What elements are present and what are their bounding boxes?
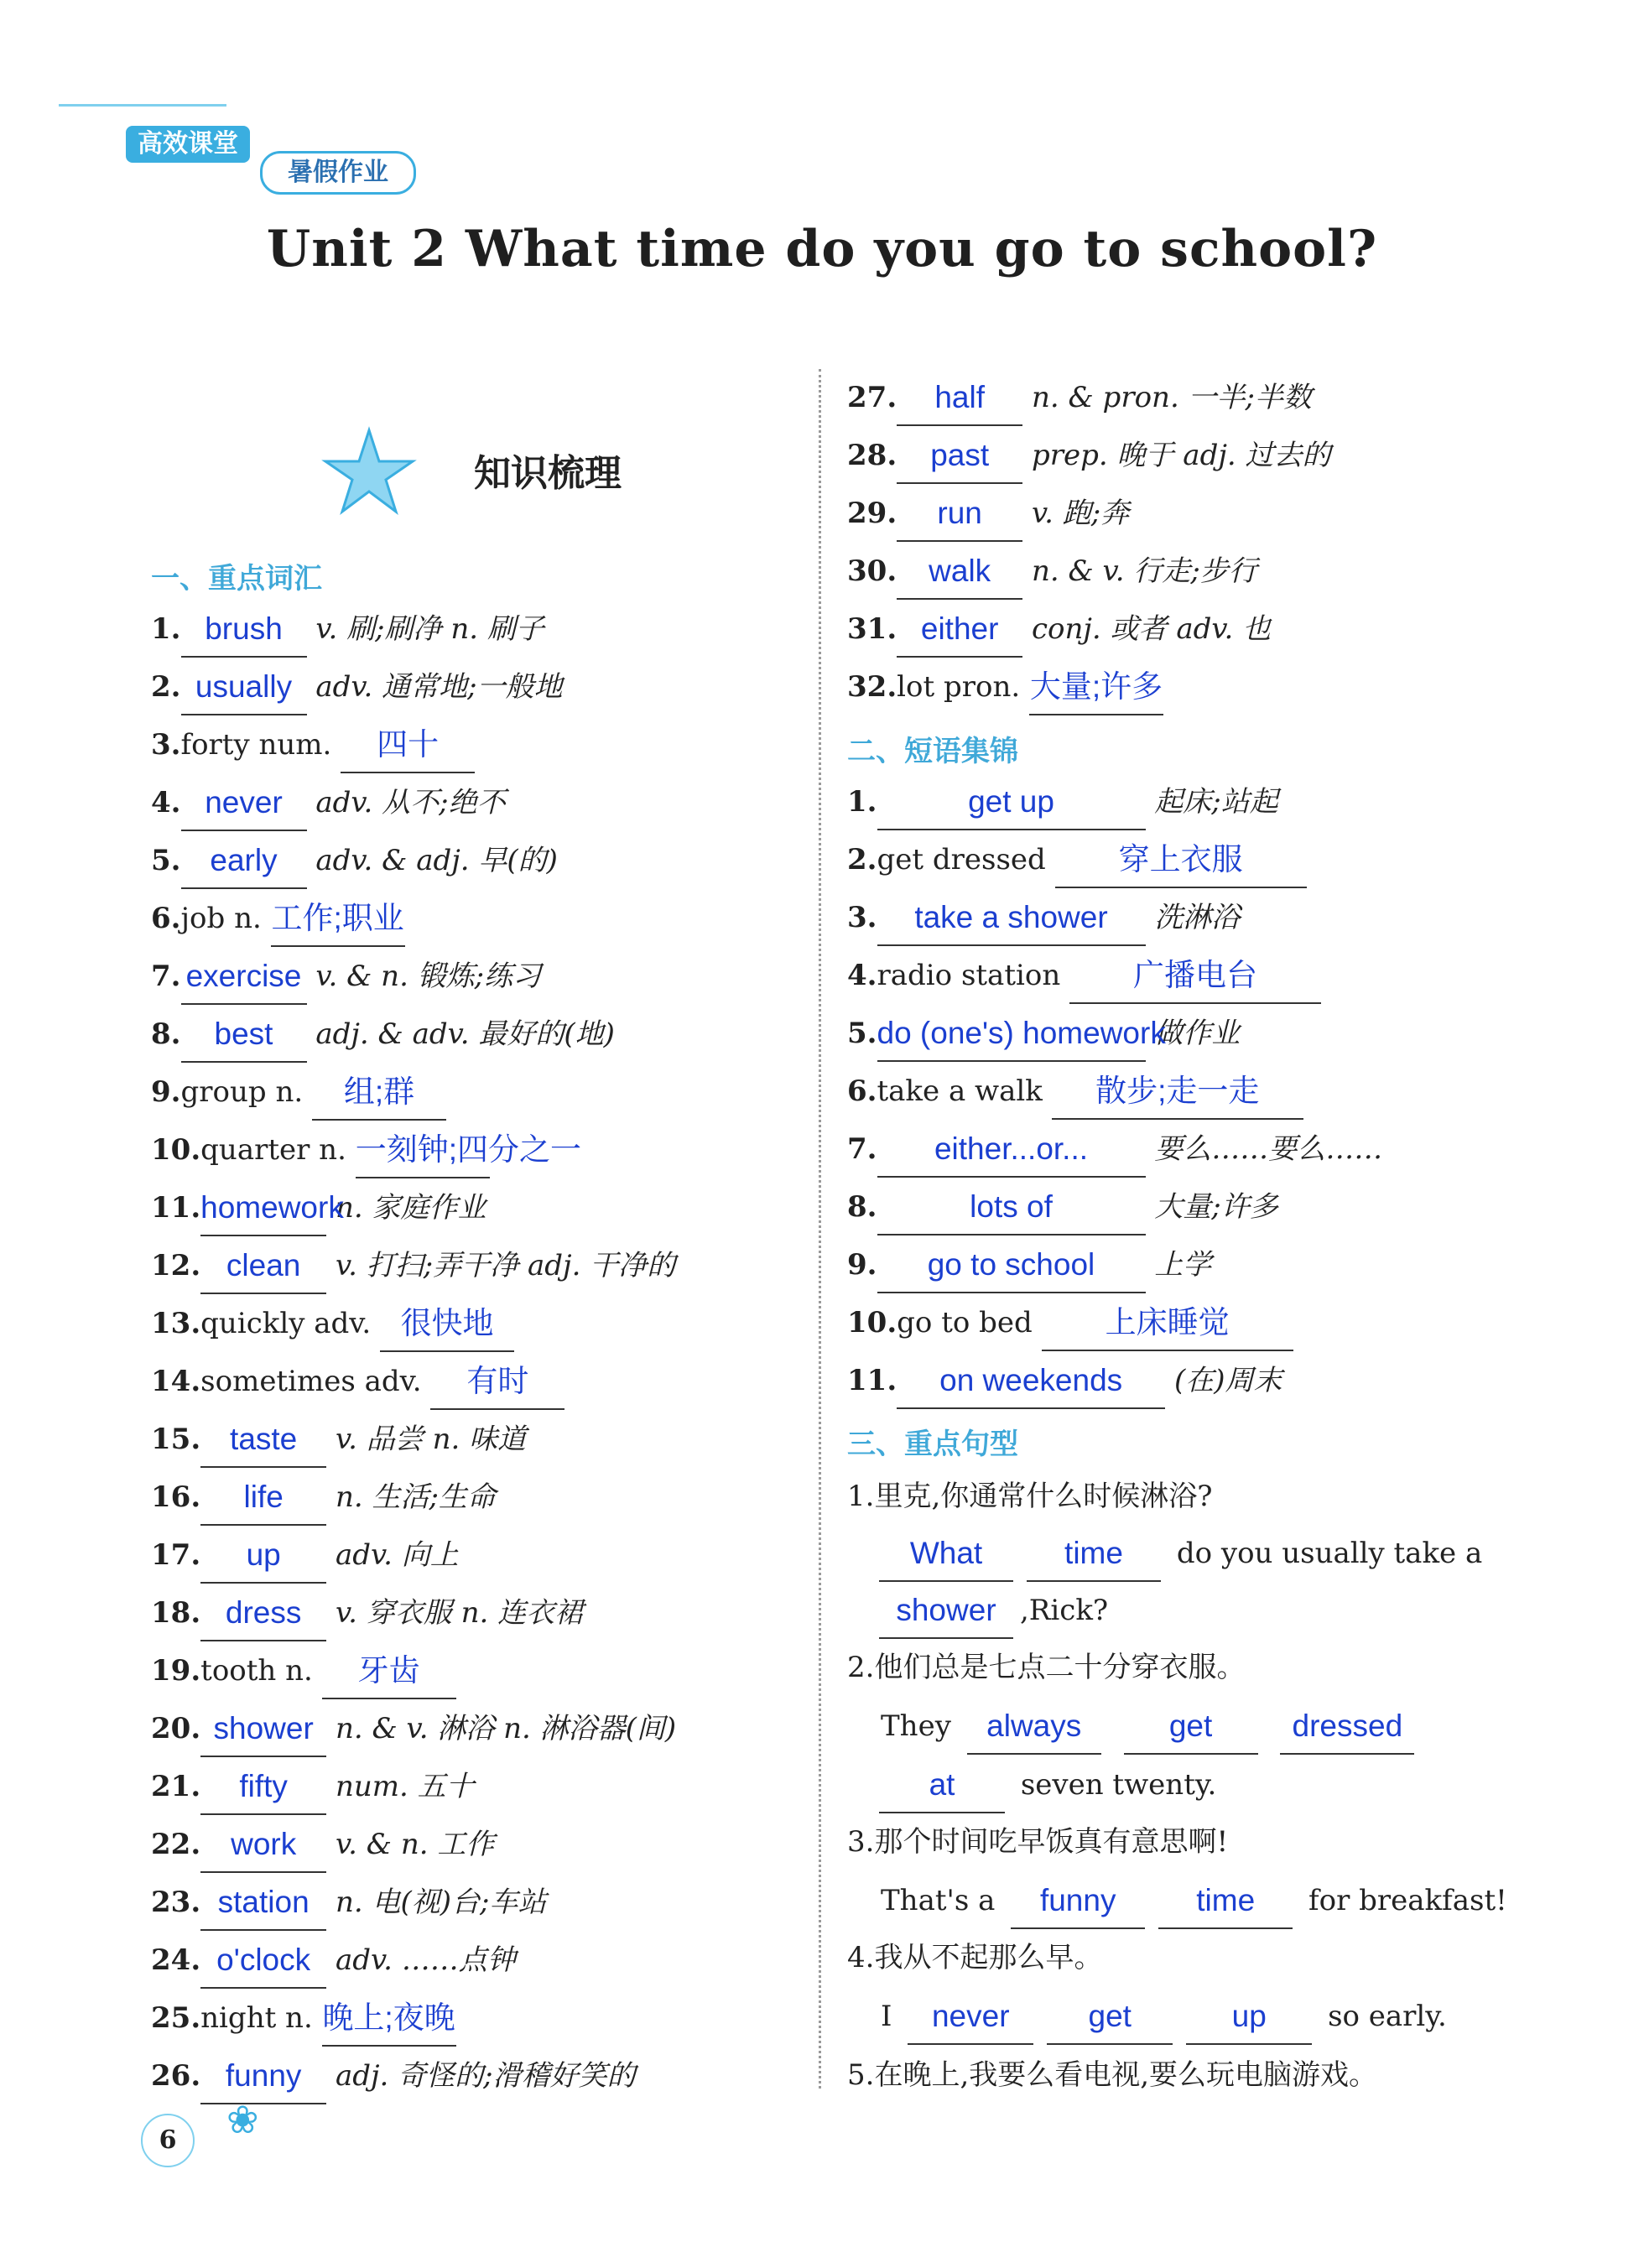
item-number: 30.: [847, 554, 897, 588]
item-prompt: group n.: [180, 1075, 304, 1109]
handwritten-answer: take a shower: [914, 900, 1108, 934]
item-number: 23.: [151, 1886, 201, 1919]
item-number: 21.: [151, 1770, 201, 1803]
handwritten-answer: at: [929, 1767, 955, 1802]
sentence-line: [872, 1582, 1108, 1639]
handwritten-answer: work: [231, 1827, 297, 1861]
exercise-row: [151, 832, 558, 889]
item-definition: n. 生活;生命: [335, 1480, 496, 1514]
handwritten-answer: 牙齿: [357, 1653, 420, 1688]
exercise-row: [847, 543, 1257, 600]
exercise-row: [151, 1816, 494, 1873]
answer-blank[interactable]: [200, 1424, 326, 1468]
handwritten-answer: 大量;许多: [1029, 669, 1163, 704]
exercise-row: [847, 1005, 1240, 1062]
exercise-row: [847, 1178, 1278, 1235]
handwritten-answer: never: [931, 1999, 1010, 2033]
answer-blank[interactable]: [897, 1365, 1165, 1409]
handwritten-answer: 晚上;夜晚: [322, 2000, 455, 2035]
answer-blank[interactable]: [877, 1247, 1146, 1293]
item-prompt: take a walk: [877, 1074, 1043, 1108]
handwritten-answer: life: [243, 1480, 284, 1514]
answer-blank[interactable]: [181, 611, 307, 658]
item-definition: n. 电(视)台;车站: [335, 1886, 547, 1919]
item-number: 9.: [847, 1248, 877, 1282]
item-number: 12.: [151, 1249, 201, 1282]
item-definition: 上学: [1154, 1248, 1212, 1282]
handwritten-answer: walk: [929, 554, 991, 588]
item-prompt: tooth n.: [200, 1654, 313, 1688]
sentence-prompt: 2.他们总是七点二十分穿衣服。: [847, 1651, 1246, 1684]
phrases-heading: 二、短语集锦: [847, 735, 1018, 768]
item-prompt: quarter n.: [200, 1133, 346, 1167]
item-definition: adv. 通常地;一般地: [315, 670, 563, 704]
item-number: 14.: [151, 1365, 201, 1398]
answer-blank[interactable]: [181, 669, 307, 715]
answer-blank[interactable]: [1047, 2001, 1173, 2045]
answer-blank[interactable]: [879, 1595, 1013, 1639]
handwritten-answer: get: [1088, 1999, 1132, 2033]
item-definition: v. 打扫;弄干净 adj. 干净的: [335, 1249, 676, 1282]
handwritten-answer: best: [214, 1017, 273, 1051]
item-number: 7.: [151, 960, 181, 993]
item-prompt: go to bed: [897, 1306, 1033, 1339]
answer-blank[interactable]: [200, 1248, 326, 1294]
exercise-row: [847, 601, 1271, 658]
item-prompt: forty num.: [180, 728, 332, 762]
item-number: 29.: [847, 497, 897, 530]
handwritten-answer: up: [246, 1537, 281, 1572]
answer-blank[interactable]: [200, 1945, 326, 1989]
exercise-row: [847, 485, 1129, 542]
sentence-prompt: 3.那个时间吃早饭真有意思啊!: [847, 1825, 1229, 1859]
handwritten-answer: 上床睡觉: [1105, 1305, 1230, 1339]
item-number: 20.: [151, 1712, 201, 1745]
exercise-row: [151, 948, 541, 1005]
item-definition: v. 跑;奔: [1031, 497, 1130, 530]
answer-blank[interactable]: [200, 1482, 326, 1526]
item-number: 22.: [151, 1828, 201, 1861]
answer-blank[interactable]: [1186, 2001, 1312, 2045]
exercise-row: [847, 773, 1278, 830]
exercise-row: [151, 2047, 636, 2104]
answer-blank[interactable]: [1124, 1711, 1258, 1755]
exercise-row: [151, 1700, 676, 1757]
exercise-row: [151, 1932, 516, 1989]
answer-blank[interactable]: [877, 1131, 1146, 1178]
item-definition: prep. 晚于 adj. 过去的: [1031, 439, 1331, 472]
answer-blank[interactable]: [200, 1711, 326, 1757]
handwritten-answer: get up: [968, 784, 1054, 819]
item-number: 1.: [847, 785, 877, 819]
exercise-row: [847, 831, 1307, 888]
sentence-line: [881, 1988, 1447, 2045]
item-number: 27.: [847, 381, 897, 414]
item-definition: n. & v. 淋浴 n. 淋浴器(间): [335, 1712, 677, 1745]
sentence-text: do you usually take a: [1176, 1537, 1483, 1570]
sentence-prompt: 4.我从不起那么早。: [847, 1941, 1103, 1974]
item-number: 31.: [847, 612, 897, 646]
handwritten-answer: 有时: [466, 1364, 529, 1398]
sentence-line: [881, 1872, 1507, 1929]
item-prompt: job n.: [180, 902, 262, 935]
item-number: 26.: [151, 2059, 201, 2093]
exercise-row: [151, 1990, 456, 2047]
answer-blank[interactable]: [877, 1016, 1166, 1062]
answer-blank[interactable]: [181, 845, 307, 889]
exercise-row: [151, 1411, 526, 1468]
item-definition: adj. & adv. 最好的(地): [315, 1017, 615, 1051]
exercise-row: [151, 774, 506, 831]
item-definition: v. & n. 锻炼;练习: [315, 960, 542, 993]
item-definition: 大量;许多: [1154, 1190, 1278, 1224]
item-number: 3.: [847, 901, 877, 934]
sentence-text: They: [881, 1709, 951, 1743]
exercise-row: [151, 1758, 475, 1815]
answer-blank[interactable]: [1069, 960, 1321, 1004]
item-number: 5.: [151, 844, 181, 877]
handwritten-answer: station: [217, 1885, 310, 1919]
answer-blank[interactable]: [271, 903, 405, 947]
item-number: 5.: [847, 1017, 877, 1050]
exercise-row: [847, 658, 1163, 715]
item-prompt: quickly adv.: [200, 1307, 372, 1340]
item-definition: 洗淋浴: [1154, 901, 1241, 934]
item-number: 6.: [151, 902, 181, 935]
item-definition: conj. 或者 adv. 也: [1031, 612, 1272, 646]
section-header: [319, 426, 654, 510]
item-number: 25.: [151, 2001, 201, 2035]
item-number: 4.: [847, 959, 877, 992]
item-number: 2.: [151, 670, 181, 704]
answer-blank[interactable]: [1027, 1538, 1161, 1582]
handwritten-answer: 广播电台: [1133, 958, 1258, 992]
handwritten-answer: shower: [896, 1593, 996, 1627]
item-number: 16.: [151, 1480, 201, 1514]
answer-blank[interactable]: [908, 2001, 1033, 2045]
handwritten-answer: 四十: [377, 727, 440, 762]
page-number: 6: [141, 2114, 195, 2167]
answer-blank[interactable]: [879, 1767, 1005, 1813]
sentence-line: [881, 1698, 1421, 1755]
item-definition: n. & pron. 一半;半数: [1031, 381, 1313, 414]
sentence-text: That's a: [881, 1884, 996, 1917]
answer-blank[interactable]: [380, 1308, 514, 1352]
exercise-row: [151, 1121, 581, 1178]
handwritten-answer: taste: [230, 1422, 298, 1456]
exercise-row: [847, 1236, 1211, 1293]
item-number: 1.: [151, 612, 181, 646]
answer-blank[interactable]: [200, 1887, 326, 1931]
answer-blank[interactable]: [200, 1829, 326, 1873]
handwritten-answer: dress: [225, 1595, 302, 1630]
handwritten-answer: funny: [1039, 1883, 1116, 1917]
item-definition: n. 家庭作业: [335, 1191, 486, 1225]
handwritten-answer: 工作;职业: [271, 901, 404, 935]
sentence-line: [847, 1813, 1228, 1870]
unit-title: Unit 2 What time do you go to school?: [266, 220, 1378, 278]
answer-blank[interactable]: [1055, 842, 1307, 888]
answer-blank[interactable]: [1052, 1076, 1303, 1120]
item-definition: v. 穿衣服 n. 连衣裙: [335, 1596, 584, 1630]
item-number: 17.: [151, 1538, 201, 1572]
handwritten-answer: early: [210, 843, 278, 877]
handwritten-answer: brush: [205, 611, 283, 646]
exercise-row: [847, 1352, 1282, 1409]
exercise-row: [847, 1294, 1293, 1351]
sentence-line: [872, 1525, 1482, 1582]
item-number: 15.: [151, 1423, 201, 1456]
handwritten-answer: never: [205, 785, 283, 819]
handwritten-answer: always: [986, 1709, 1082, 1743]
item-number: 3.: [151, 728, 181, 762]
answer-blank[interactable]: [877, 1189, 1146, 1235]
item-number: 8.: [847, 1190, 877, 1224]
item-number: 18.: [151, 1596, 201, 1630]
exercise-row: [847, 947, 1321, 1004]
item-definition: n. & v. 行走;步行: [1031, 554, 1257, 588]
exercise-row: [151, 1295, 514, 1352]
header-decoration-line: [59, 104, 226, 107]
answer-blank[interactable]: [355, 1132, 581, 1178]
sentence-prompt: 5.在晚上,我要么看电视,要么玩电脑游戏。: [847, 2058, 1378, 2092]
answer-blank[interactable]: [322, 1653, 456, 1699]
item-definition: 做作业: [1154, 1017, 1241, 1050]
item-number: 7.: [847, 1132, 877, 1166]
exercise-row: [151, 1353, 564, 1410]
exercise-row: [151, 601, 544, 658]
answer-blank[interactable]: [1011, 1883, 1145, 1929]
exercise-row: [151, 1469, 496, 1526]
item-definition: adv. & adj. 早(的): [315, 844, 558, 877]
item-definition: num. 五十: [335, 1770, 475, 1803]
column-divider: [819, 369, 821, 2089]
item-definition: adv. 向上: [335, 1538, 459, 1572]
answer-blank[interactable]: [181, 785, 307, 831]
item-number: 11.: [847, 1364, 897, 1397]
exercise-row: [847, 1063, 1303, 1120]
exercise-row: [847, 427, 1331, 484]
answer-blank[interactable]: [1280, 1711, 1414, 1755]
section-title: 知识梳理: [474, 452, 622, 495]
exercise-row: [151, 1064, 446, 1121]
handwritten-answer: up: [1231, 1999, 1267, 2033]
series-logo: [126, 126, 428, 201]
handwritten-answer: get: [1168, 1709, 1213, 1743]
item-definition: 要么……要么……: [1154, 1132, 1383, 1166]
handwritten-answer: lots of: [970, 1189, 1053, 1224]
item-prompt: radio station: [877, 959, 1061, 992]
answer-blank[interactable]: [879, 1538, 1013, 1582]
answer-blank[interactable]: [897, 498, 1022, 542]
sentence-text: so early.: [1328, 2000, 1447, 2033]
answer-blank[interactable]: [200, 1537, 326, 1584]
answer-blank[interactable]: [312, 1074, 446, 1121]
sentence-text: I: [881, 2000, 892, 2033]
handwritten-answer: shower: [213, 1711, 314, 1745]
answer-blank[interactable]: [200, 1771, 326, 1815]
exercise-row: [151, 1527, 459, 1584]
item-number: 6.: [847, 1074, 877, 1108]
item-number: 10.: [847, 1306, 897, 1339]
handwritten-answer: 一刻钟;四分之一: [355, 1132, 581, 1167]
handwritten-answer: either: [920, 611, 999, 646]
handwritten-answer: fifty: [239, 1769, 288, 1803]
item-definition: v. 品尝 n. 味道: [335, 1423, 527, 1456]
item-number: 4.: [151, 786, 181, 819]
answer-blank[interactable]: [181, 1019, 307, 1063]
answer-blank[interactable]: [200, 1595, 326, 1641]
answer-blank[interactable]: [897, 611, 1022, 658]
answer-blank[interactable]: [200, 2058, 326, 2104]
star-icon: [319, 426, 419, 518]
answer-blank[interactable]: [1042, 1305, 1293, 1351]
item-definition: adv. ……点钟: [335, 1943, 516, 1977]
exercise-row: [151, 890, 405, 947]
handwritten-answer: What: [909, 1536, 983, 1570]
answer-blank[interactable]: [897, 440, 1022, 484]
item-number: 32.: [847, 670, 897, 704]
answer-blank[interactable]: [181, 961, 307, 1005]
item-definition: 起床;站起: [1154, 785, 1278, 819]
item-number: 28.: [847, 439, 897, 472]
item-number: 24.: [151, 1943, 201, 1977]
item-prompt: get dressed: [877, 843, 1046, 877]
exercise-row: [151, 1237, 675, 1294]
logo-primary: 高效课堂: [126, 126, 250, 163]
item-definition: v. & n. 工作: [335, 1828, 495, 1861]
sentence-line: [872, 1756, 1216, 1813]
sentence-line: [847, 1468, 1212, 1525]
answer-blank[interactable]: [322, 2000, 456, 2047]
item-definition: (在)周末: [1173, 1364, 1282, 1397]
item-number: 2.: [847, 843, 877, 877]
answer-blank[interactable]: [200, 1190, 344, 1236]
handwritten-answer: funny: [225, 2058, 302, 2093]
handwritten-answer: time: [1064, 1536, 1123, 1570]
vocab-heading: 一、重点词汇: [151, 562, 322, 596]
item-number: 9.: [151, 1075, 181, 1109]
exercise-row: [151, 1642, 456, 1699]
sentence-text: seven twenty.: [1020, 1768, 1217, 1802]
item-number: 13.: [151, 1307, 201, 1340]
handwritten-answer: 散步;走一走: [1095, 1074, 1260, 1108]
handwritten-answer: do (one's) homework: [877, 1016, 1166, 1050]
item-number: 19.: [151, 1654, 201, 1688]
answer-blank[interactable]: [897, 382, 1022, 426]
item-prompt: night n.: [200, 2001, 313, 2035]
sentence-text: for breakfast!: [1308, 1884, 1507, 1917]
sentence-line: [847, 2047, 1377, 2104]
sentences-heading: 三、重点句型: [847, 1428, 1018, 1461]
handwritten-answer: clean: [226, 1248, 301, 1282]
exercise-row: [151, 1006, 615, 1063]
answer-blank[interactable]: [430, 1366, 564, 1410]
handwritten-answer: o'clock: [216, 1943, 311, 1977]
item-prompt: lot pron.: [897, 670, 1021, 704]
handwritten-answer: go to school: [927, 1247, 1095, 1282]
handwritten-answer: either...or...: [934, 1131, 1089, 1166]
answer-blank[interactable]: [1029, 669, 1163, 715]
sentence-line: [847, 1929, 1102, 1986]
handwritten-answer: on weekends: [939, 1363, 1123, 1397]
handwritten-answer: half: [934, 380, 985, 414]
item-number: 8.: [151, 1017, 181, 1051]
handwritten-answer: 穿上衣服: [1118, 842, 1243, 877]
item-definition: v. 刷;刷净 n. 刷子: [315, 612, 544, 646]
exercise-row: [151, 1874, 546, 1931]
item-definition: adv. 从不;绝不: [315, 786, 506, 819]
handwritten-answer: past: [930, 438, 990, 472]
answer-blank[interactable]: [341, 727, 475, 773]
answer-blank[interactable]: [877, 784, 1146, 830]
exercise-row: [151, 716, 475, 773]
answer-blank[interactable]: [877, 900, 1146, 946]
item-prompt: sometimes adv.: [200, 1365, 422, 1398]
logo-secondary: 暑假作业: [260, 151, 416, 195]
handwritten-answer: dressed: [1292, 1709, 1403, 1743]
answer-blank[interactable]: [1158, 1883, 1293, 1929]
exercise-row: [847, 369, 1312, 426]
answer-blank[interactable]: [897, 556, 1022, 600]
item-number: 10.: [151, 1133, 201, 1167]
answer-blank[interactable]: [967, 1711, 1101, 1755]
exercise-row: [151, 1179, 486, 1236]
item-definition: adj. 奇怪的;滑稽好笑的: [335, 2059, 636, 2093]
exercise-row: [847, 1121, 1382, 1178]
sentence-prompt: 1.里克,你通常什么时候淋浴?: [847, 1480, 1213, 1513]
handwritten-answer: homework: [200, 1190, 344, 1225]
handwritten-answer: time: [1196, 1883, 1256, 1917]
item-number: 11.: [151, 1191, 201, 1225]
handwritten-answer: usually: [195, 669, 293, 704]
handwritten-answer: 组;群: [343, 1074, 415, 1109]
handwritten-answer: 很快地: [400, 1306, 494, 1340]
exercise-row: [151, 658, 563, 715]
sentence-text: ,Rick?: [1020, 1594, 1109, 1627]
exercise-row: [151, 1584, 583, 1641]
sentence-line: [847, 1639, 1245, 1696]
handwritten-answer: exercise: [185, 959, 302, 993]
exercise-row: [847, 889, 1240, 946]
handwritten-answer: run: [937, 496, 982, 530]
flower-decoration-icon: ❀: [226, 2097, 259, 2142]
